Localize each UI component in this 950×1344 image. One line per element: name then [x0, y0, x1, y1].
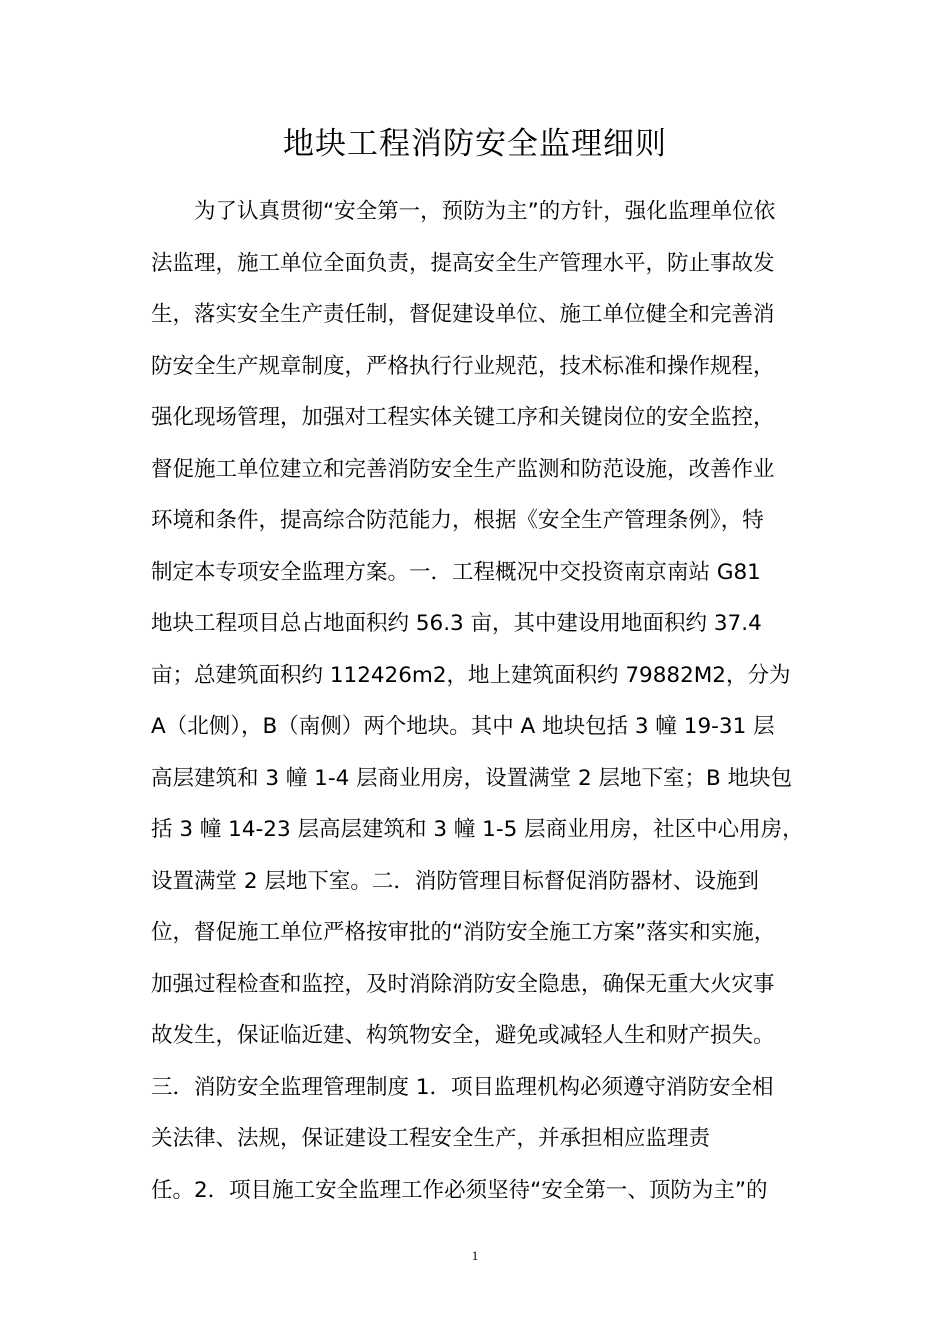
paragraph-line: 亩；总建筑面积约 112426m2，地上建筑面积约 79882M2，分为 [151, 662, 791, 688]
paragraph-line: 督促施工单位建立和完善消防安全生产监测和防范设施，改善作业 [151, 456, 775, 482]
paragraph-line: 加强过程检查和监控，及时消除消防安全隐患，确保无重大火灾事 [151, 971, 775, 997]
paragraph-line: 关法律、法规，保证建设工程安全生产，并承担相应监理责 [151, 1126, 711, 1151]
paragraph-line: 地块工程项目总占地面积约 56.3 亩，其中建设用地面积约 37.4 [151, 611, 762, 636]
paragraph-line: 强化现场管理，加强对工程实体关键工序和关键岗位的安全监控， [151, 405, 775, 430]
paragraph-line: 环境和条件，提高综合防范能力，根据《安全生产管理条例》，特 [151, 508, 764, 533]
paragraph-line: A（北侧），B（南侧）两个地块。其中 A 地块包括 3 幢 19-31 层 [151, 714, 775, 739]
paragraph-line: 制定本专项安全监理方案。一．工程概况中交投资南京南站 G81 [151, 559, 761, 585]
paragraph-line: 法监理，施工单位全面负责，提高安全生产管理水平，防止事故发 [151, 250, 775, 276]
paragraph-line: 故发生，保证临近建、构筑物安全，避免或减轻人生和财产损失。 [151, 1023, 775, 1048]
document-title: 地块工程消防安全监理细则 [283, 126, 667, 162]
document-body [151, 186, 811, 1216]
page-number: 1 [471, 1248, 479, 1263]
paragraph-line: 为了认真贯彻“安全第一，预防为主”的方针，强化监理单位依 [194, 199, 776, 224]
paragraph-line: 防安全生产规章制度，严格执行行业规范，技术标准和操作规程， [151, 353, 775, 379]
paragraph-line: 生，落实安全生产责任制，督促建设单位、施工单位健全和完善消 [151, 302, 775, 327]
paragraph-line: 括 3 幢 14-23 层高层建筑和 3 幢 1-5 层商业用房，社区中心用房， [151, 817, 804, 842]
paragraph-line: 高层建筑和 3 幢 1-4 层商业用房，设置满堂 2 层地下室；B 地块包 [151, 765, 793, 791]
paragraph-line: 任。2．项目施工安全监理工作必须坚待“安全第一、顶防为主”的 [151, 1177, 768, 1203]
paragraph-line: 三．消防安全监理管理制度 1．项目监理机构必须遵守消防安全相 [151, 1074, 774, 1100]
paragraph-line: 位，督促施工单位严格按审批的“消防安全施工方案”落实和实施， [151, 920, 776, 945]
paragraph-line: 设置满堂 2 层地下室。二．消防管理目标督促消防器材、设施到 [151, 868, 759, 894]
